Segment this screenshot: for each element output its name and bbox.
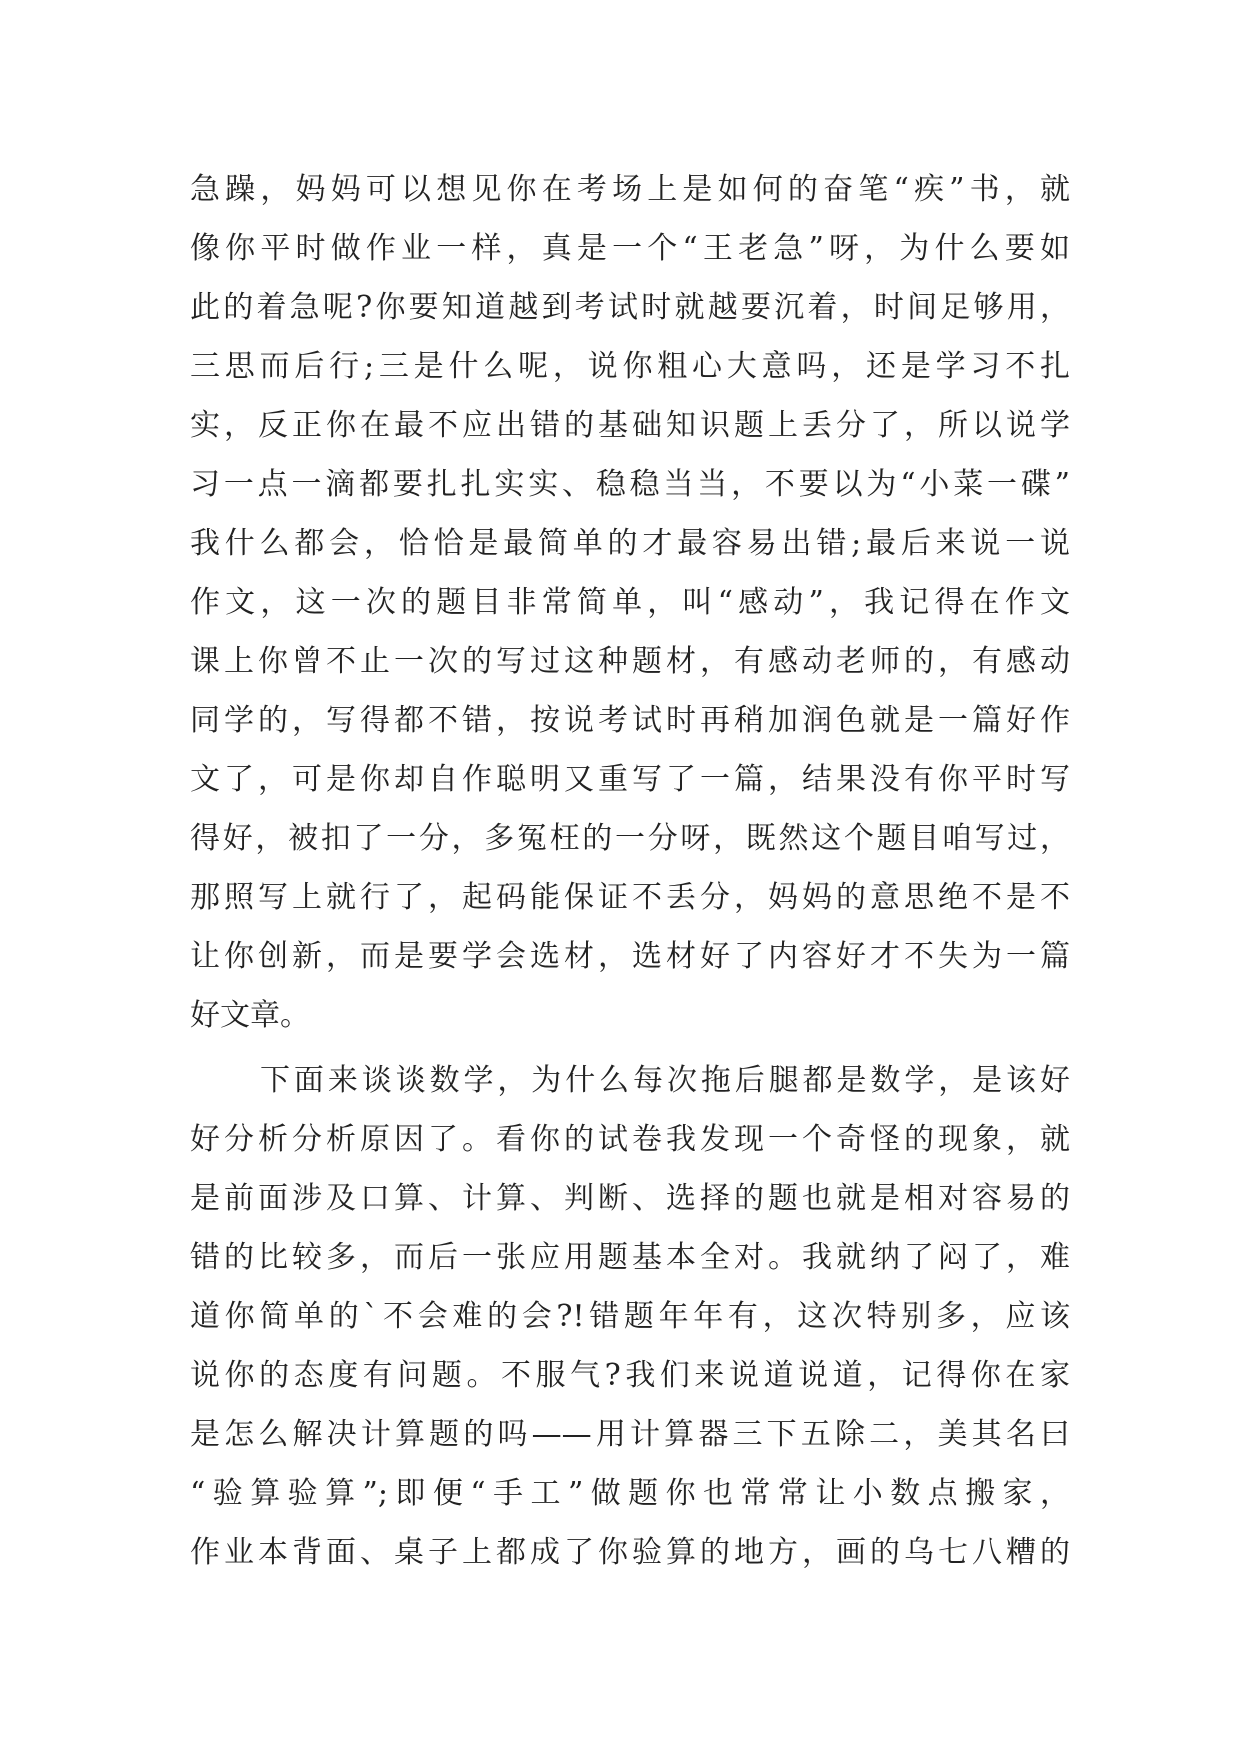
text-line: 像你平时做作业一样，真是一个“王老急”呀，为什么要如 — [190, 231, 1070, 266]
text-line: 那照写上就行了，起码能保证不丢分，妈妈的意思绝不是不 — [190, 880, 1070, 915]
text-line: 让你创新，而是要学会选材，选材好了内容好才不失为一篇 — [190, 939, 1070, 974]
body-text — [190, 160, 1070, 1582]
text-line: 我什么都会，恰恰是最简单的才最容易出错;最后来说一说 — [190, 526, 1070, 561]
text-line: 课上你曾不止一次的写过这种题材，有感动老师的，有感动 — [190, 644, 1070, 679]
text-line: 好文章。 — [190, 998, 310, 1033]
text-line: 此的着急呢?你要知道越到考试时就越要沉着，时间足够用， — [190, 290, 1070, 325]
text-line: 得好，被扣了一分，多冤枉的一分呀，既然这个题目咱写过， — [190, 821, 1070, 856]
text-line: 实，反正你在最不应出错的基础知识题上丢分了，所以说学 — [190, 408, 1070, 443]
text-line: 习一点一滴都要扎扎实实、稳稳当当，不要以为“小菜一碟” — [190, 467, 1070, 502]
paragraph-2 — [190, 1051, 1070, 1582]
text-line: 错的比较多，而后一张应用题基本全对。我就纳了闷了，难 — [190, 1240, 1070, 1275]
text-line: 作业本背面、桌子上都成了你验算的地方，画的乌七八糟的 — [190, 1535, 1070, 1570]
paragraph-1 — [190, 160, 1070, 1045]
text-line: 文了，可是你却自作聪明又重写了一篇，结果没有你平时写 — [190, 762, 1070, 797]
text-line: 下面来谈谈数学，为什么每次拖后腿都是数学，是该好 — [260, 1063, 1070, 1098]
text-line: 是怎么解决计算题的吗——用计算器三下五除二，美其名曰 — [190, 1417, 1070, 1452]
text-line: 是前面涉及口算、计算、判断、选择的题也就是相对容易的 — [190, 1181, 1070, 1216]
text-line: 好分析分析原因了。看你的试卷我发现一个奇怪的现象，就 — [190, 1122, 1070, 1157]
text-line: 三思而后行;三是什么呢，说你粗心大意吗，还是学习不扎 — [190, 349, 1070, 384]
text-line: 说你的态度有问题。不服气?我们来说道说道，记得你在家 — [190, 1358, 1070, 1393]
text-line: 急躁，妈妈可以想见你在考场上是如何的奋笔“疾”书，就 — [190, 172, 1070, 207]
text-line: 道你简单的`不会难的会?!错题年年有，这次特别多，应该 — [190, 1299, 1070, 1334]
text-line: 作文，这一次的题目非常简单，叫“感动”，我记得在作文 — [190, 585, 1070, 620]
text-line: “验算验算”;即便“手工”做题你也常常让小数点搬家， — [190, 1476, 1070, 1511]
text-line: 同学的，写得都不错，按说考试时再稍加润色就是一篇好作 — [190, 703, 1070, 738]
